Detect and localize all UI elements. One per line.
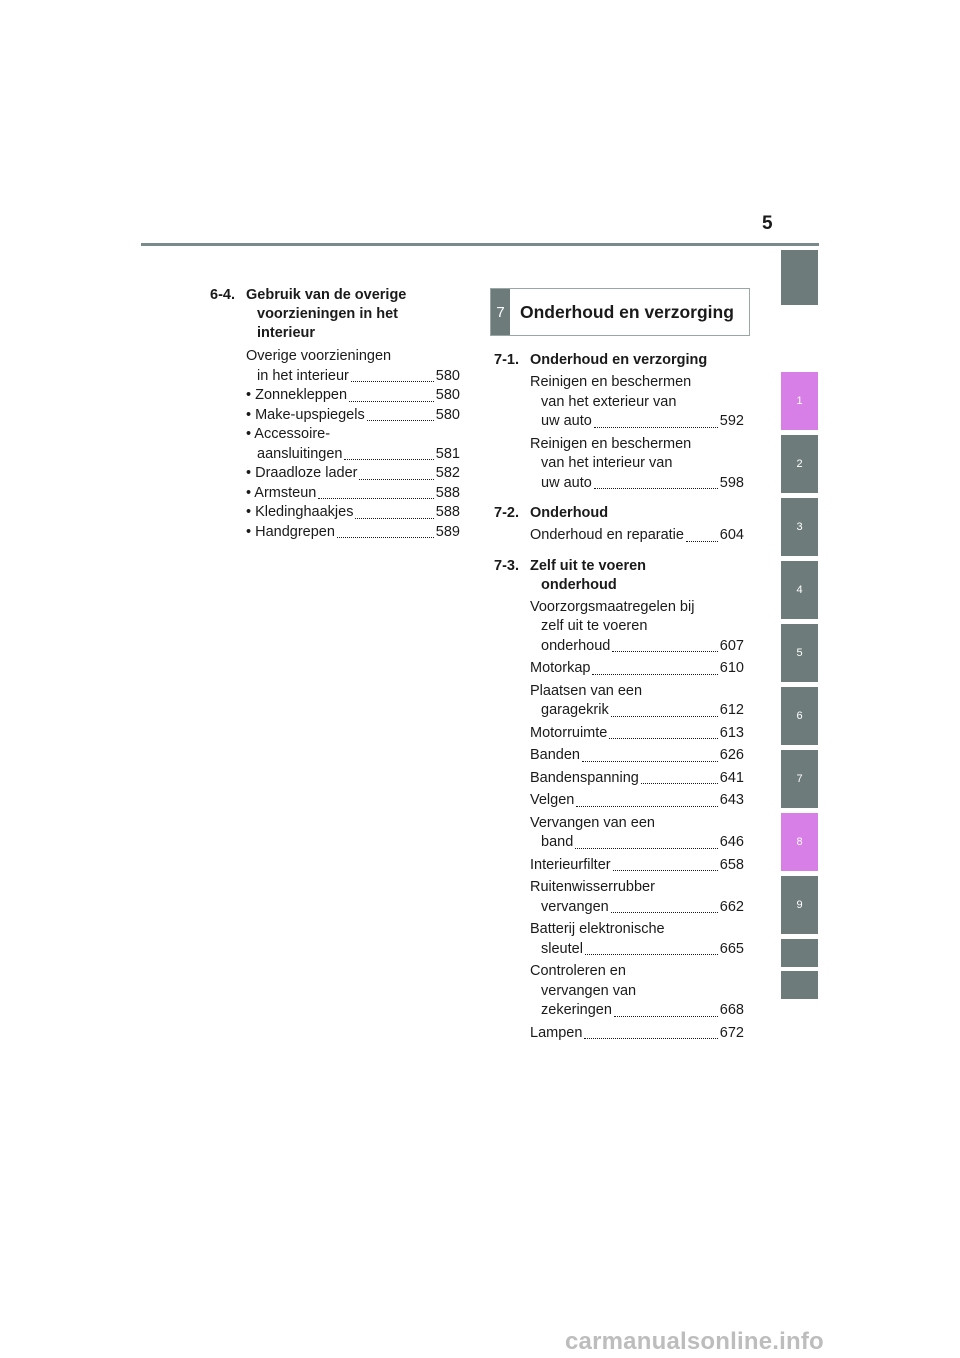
dot-leader bbox=[594, 427, 718, 428]
dot-leader bbox=[367, 420, 434, 421]
toc-entry[interactable] bbox=[530, 856, 744, 876]
dot-leader bbox=[355, 518, 433, 519]
dot-leader bbox=[613, 870, 718, 871]
chapter-title: Onderhoud en verzorging bbox=[520, 301, 734, 322]
toc-right-column bbox=[494, 351, 744, 1043]
toc-entry[interactable] bbox=[246, 347, 460, 386]
section-title bbox=[530, 351, 744, 370]
chapter-tab-7[interactable]: 7 bbox=[781, 750, 818, 808]
toc-section bbox=[494, 351, 744, 493]
section-heading bbox=[494, 351, 744, 370]
toc-entry-text: Reinigen en beschermen bbox=[530, 374, 692, 390]
toc-entry[interactable] bbox=[246, 484, 460, 504]
toc-entry-label: aansluitingen bbox=[257, 445, 343, 462]
dot-leader bbox=[351, 381, 434, 382]
dot-leader bbox=[337, 537, 434, 538]
dot-leader bbox=[611, 912, 718, 913]
dot-leader bbox=[344, 459, 433, 460]
dot-leader bbox=[594, 488, 718, 489]
toc-entry-text: Plaatsen van een bbox=[530, 682, 643, 699]
section-number: 6-4. bbox=[210, 287, 235, 303]
toc-page-number: 672 bbox=[719, 1024, 744, 1041]
toc-page-number: 658 bbox=[719, 856, 744, 873]
dot-leader bbox=[611, 716, 718, 717]
toc-page-number: 612 bbox=[719, 702, 744, 718]
toc-entry-text: van het interieur van bbox=[541, 455, 673, 471]
chapter-number: 7 bbox=[491, 289, 510, 335]
dot-leader bbox=[349, 401, 434, 402]
section-number: 7-1. bbox=[494, 352, 519, 368]
toc-page-number: 580 bbox=[435, 367, 460, 384]
dot-leader bbox=[686, 541, 718, 542]
toc-entry-text: Overige voorzieningen bbox=[246, 348, 392, 364]
toc-page-number: 665 bbox=[719, 940, 744, 957]
toc-entry-label: Velgen bbox=[530, 792, 575, 808]
toc-entry[interactable] bbox=[530, 746, 744, 766]
header-rule bbox=[141, 243, 819, 246]
chapter-tab-blank[interactable] bbox=[781, 250, 818, 305]
dot-leader bbox=[585, 954, 718, 955]
dot-leader bbox=[318, 498, 433, 499]
chapter-tab-9[interactable]: 9 bbox=[781, 876, 818, 934]
toc-entry-label: Onderhoud en reparatie bbox=[530, 527, 684, 543]
toc-entry-label: Motorruimte bbox=[530, 724, 608, 741]
toc-page-number: 626 bbox=[719, 747, 744, 763]
watermark: carmanualsonline.info bbox=[565, 1328, 824, 1355]
toc-page-number: 580 bbox=[435, 387, 460, 403]
toc-page-number: 643 bbox=[719, 792, 744, 808]
section-title bbox=[246, 286, 460, 343]
toc-page-number: 598 bbox=[719, 474, 744, 491]
chapter-tab-blank[interactable] bbox=[781, 939, 818, 967]
toc-page-number: 610 bbox=[719, 660, 744, 676]
toc-entry[interactable] bbox=[246, 523, 460, 543]
dot-leader bbox=[614, 1016, 718, 1017]
toc-entry-label: sleutel bbox=[541, 940, 583, 957]
toc-page-number: 641 bbox=[719, 769, 744, 786]
toc-entry-label: • Handgrepen bbox=[246, 523, 335, 540]
toc-entry[interactable] bbox=[530, 878, 744, 917]
toc-entry-label: band bbox=[541, 834, 574, 850]
toc-entry-text: Controleren en bbox=[530, 963, 626, 979]
toc-entry-label: onderhoud bbox=[541, 637, 611, 654]
toc-page-number: 604 bbox=[719, 527, 744, 543]
toc-entry[interactable] bbox=[530, 526, 744, 546]
dot-leader bbox=[359, 479, 433, 480]
toc-entry[interactable] bbox=[530, 791, 744, 811]
toc-page-number: 592 bbox=[719, 413, 744, 429]
dot-leader bbox=[575, 848, 718, 849]
page-number: 5 bbox=[762, 213, 773, 234]
section-title-line: Gebruik van de overige bbox=[246, 287, 407, 303]
toc-entry[interactable] bbox=[530, 920, 744, 959]
toc-entry-label: uw auto bbox=[541, 474, 592, 491]
toc-entry[interactable] bbox=[246, 503, 460, 523]
toc-entry-label: Interieurfilter bbox=[530, 856, 611, 873]
toc-page-number: 662 bbox=[719, 898, 744, 915]
toc-entry[interactable] bbox=[530, 373, 744, 432]
toc-entry[interactable] bbox=[530, 682, 744, 721]
toc-entry[interactable] bbox=[246, 425, 460, 464]
toc-page-number: 582 bbox=[435, 465, 460, 481]
toc-entry[interactable] bbox=[530, 962, 744, 1021]
section-title bbox=[530, 557, 744, 595]
chapter-tab-5[interactable]: 5 bbox=[781, 624, 818, 682]
toc-page-number: 613 bbox=[719, 724, 744, 741]
dot-leader bbox=[641, 783, 718, 784]
dot-leader bbox=[609, 738, 717, 739]
toc-entry-text: vervangen van bbox=[541, 982, 637, 999]
section-title bbox=[530, 504, 744, 523]
toc-entry[interactable] bbox=[246, 406, 460, 426]
chapter-tab-2[interactable]: 2 bbox=[781, 435, 818, 493]
chapter-heading-box bbox=[490, 288, 750, 336]
section-heading bbox=[494, 504, 744, 523]
toc-entry[interactable] bbox=[246, 464, 460, 484]
chapter-tab-4[interactable]: 4 bbox=[781, 561, 818, 619]
toc-entry[interactable] bbox=[530, 1024, 744, 1044]
toc-entry-label: Lampen bbox=[530, 1024, 583, 1041]
dot-leader bbox=[582, 761, 718, 762]
toc-entry-text: Voorzorgsmaatregelen bij bbox=[530, 598, 695, 615]
toc-entry[interactable] bbox=[530, 724, 744, 744]
section-number: 7-2. bbox=[494, 505, 519, 521]
toc-entry-text: Ruitenwisserrubber bbox=[530, 879, 655, 895]
toc-entry-text: • Accessoire- bbox=[246, 426, 331, 442]
toc-page-number: 581 bbox=[435, 445, 460, 462]
toc-entry-text: Reinigen en beschermen bbox=[530, 435, 692, 452]
toc-section bbox=[494, 557, 744, 1044]
toc-entry[interactable] bbox=[246, 386, 460, 406]
section-number: 7-3. bbox=[494, 557, 519, 574]
toc-entry-label: • Draadloze lader bbox=[246, 465, 358, 481]
chapter-tab-6[interactable]: 6 bbox=[781, 687, 818, 745]
section-heading bbox=[210, 286, 460, 343]
section-title-line: onderhoud bbox=[541, 576, 617, 593]
chapter-tab-1[interactable]: 1 bbox=[781, 372, 818, 430]
toc-page-number: 589 bbox=[435, 523, 460, 540]
toc-page-number: 580 bbox=[435, 406, 460, 423]
toc-entry-text: Batterij elektronische bbox=[530, 921, 665, 937]
toc-page-number: 646 bbox=[719, 834, 744, 850]
toc-entry-text: zelf uit te voeren bbox=[541, 618, 648, 634]
section-title-line: interieur bbox=[257, 325, 316, 341]
chapter-tab-3[interactable]: 3 bbox=[781, 498, 818, 556]
toc-entry-label: zekeringen bbox=[541, 1002, 612, 1018]
toc-entry[interactable] bbox=[530, 598, 744, 657]
section-title-line: Zelf uit te voeren bbox=[530, 557, 647, 574]
section-title-line: Onderhoud bbox=[530, 505, 609, 521]
toc-entry-label: • Armsteun bbox=[246, 484, 317, 501]
toc-entry-label: • Kledinghaakjes bbox=[246, 504, 354, 520]
toc-entry-label: uw auto bbox=[541, 413, 592, 429]
toc-entry-text: Vervangen van een bbox=[530, 814, 655, 831]
toc-entry-label: • Make-upspiegels bbox=[246, 406, 365, 423]
section-title-line: voorzieningen in het bbox=[257, 306, 398, 322]
section-title-line: Onderhoud en verzorging bbox=[530, 352, 708, 368]
toc-page-number: 588 bbox=[435, 504, 460, 520]
toc-page-number: 668 bbox=[719, 1002, 744, 1018]
section-heading bbox=[494, 557, 744, 595]
toc-entry[interactable] bbox=[530, 769, 744, 789]
dot-leader bbox=[612, 651, 717, 652]
toc-entry-label: in het interieur bbox=[257, 367, 349, 384]
dot-leader bbox=[576, 806, 717, 807]
toc-section bbox=[494, 504, 744, 546]
toc-entry-label: garagekrik bbox=[541, 702, 609, 718]
toc-entry[interactable] bbox=[530, 659, 744, 679]
toc-entry-label: • Zonnekleppen bbox=[246, 387, 348, 403]
toc-entry[interactable] bbox=[530, 814, 744, 853]
toc-left-column bbox=[210, 286, 460, 542]
toc-page-number: 588 bbox=[435, 484, 460, 501]
chapter-tab-8[interactable]: 8 bbox=[781, 813, 818, 871]
toc-entry-label: Bandenspanning bbox=[530, 769, 639, 786]
toc-entry[interactable] bbox=[530, 435, 744, 494]
dot-leader bbox=[592, 674, 717, 675]
chapter-tab-blank[interactable] bbox=[781, 971, 818, 999]
dot-leader bbox=[584, 1038, 717, 1039]
toc-entry-label: Banden bbox=[530, 747, 580, 763]
toc-entry-text: van het exterieur van bbox=[541, 393, 677, 410]
toc-page-number: 607 bbox=[719, 637, 744, 654]
toc-entry-label: vervangen bbox=[541, 898, 609, 915]
toc-entry-label: Motorkap bbox=[530, 660, 591, 676]
